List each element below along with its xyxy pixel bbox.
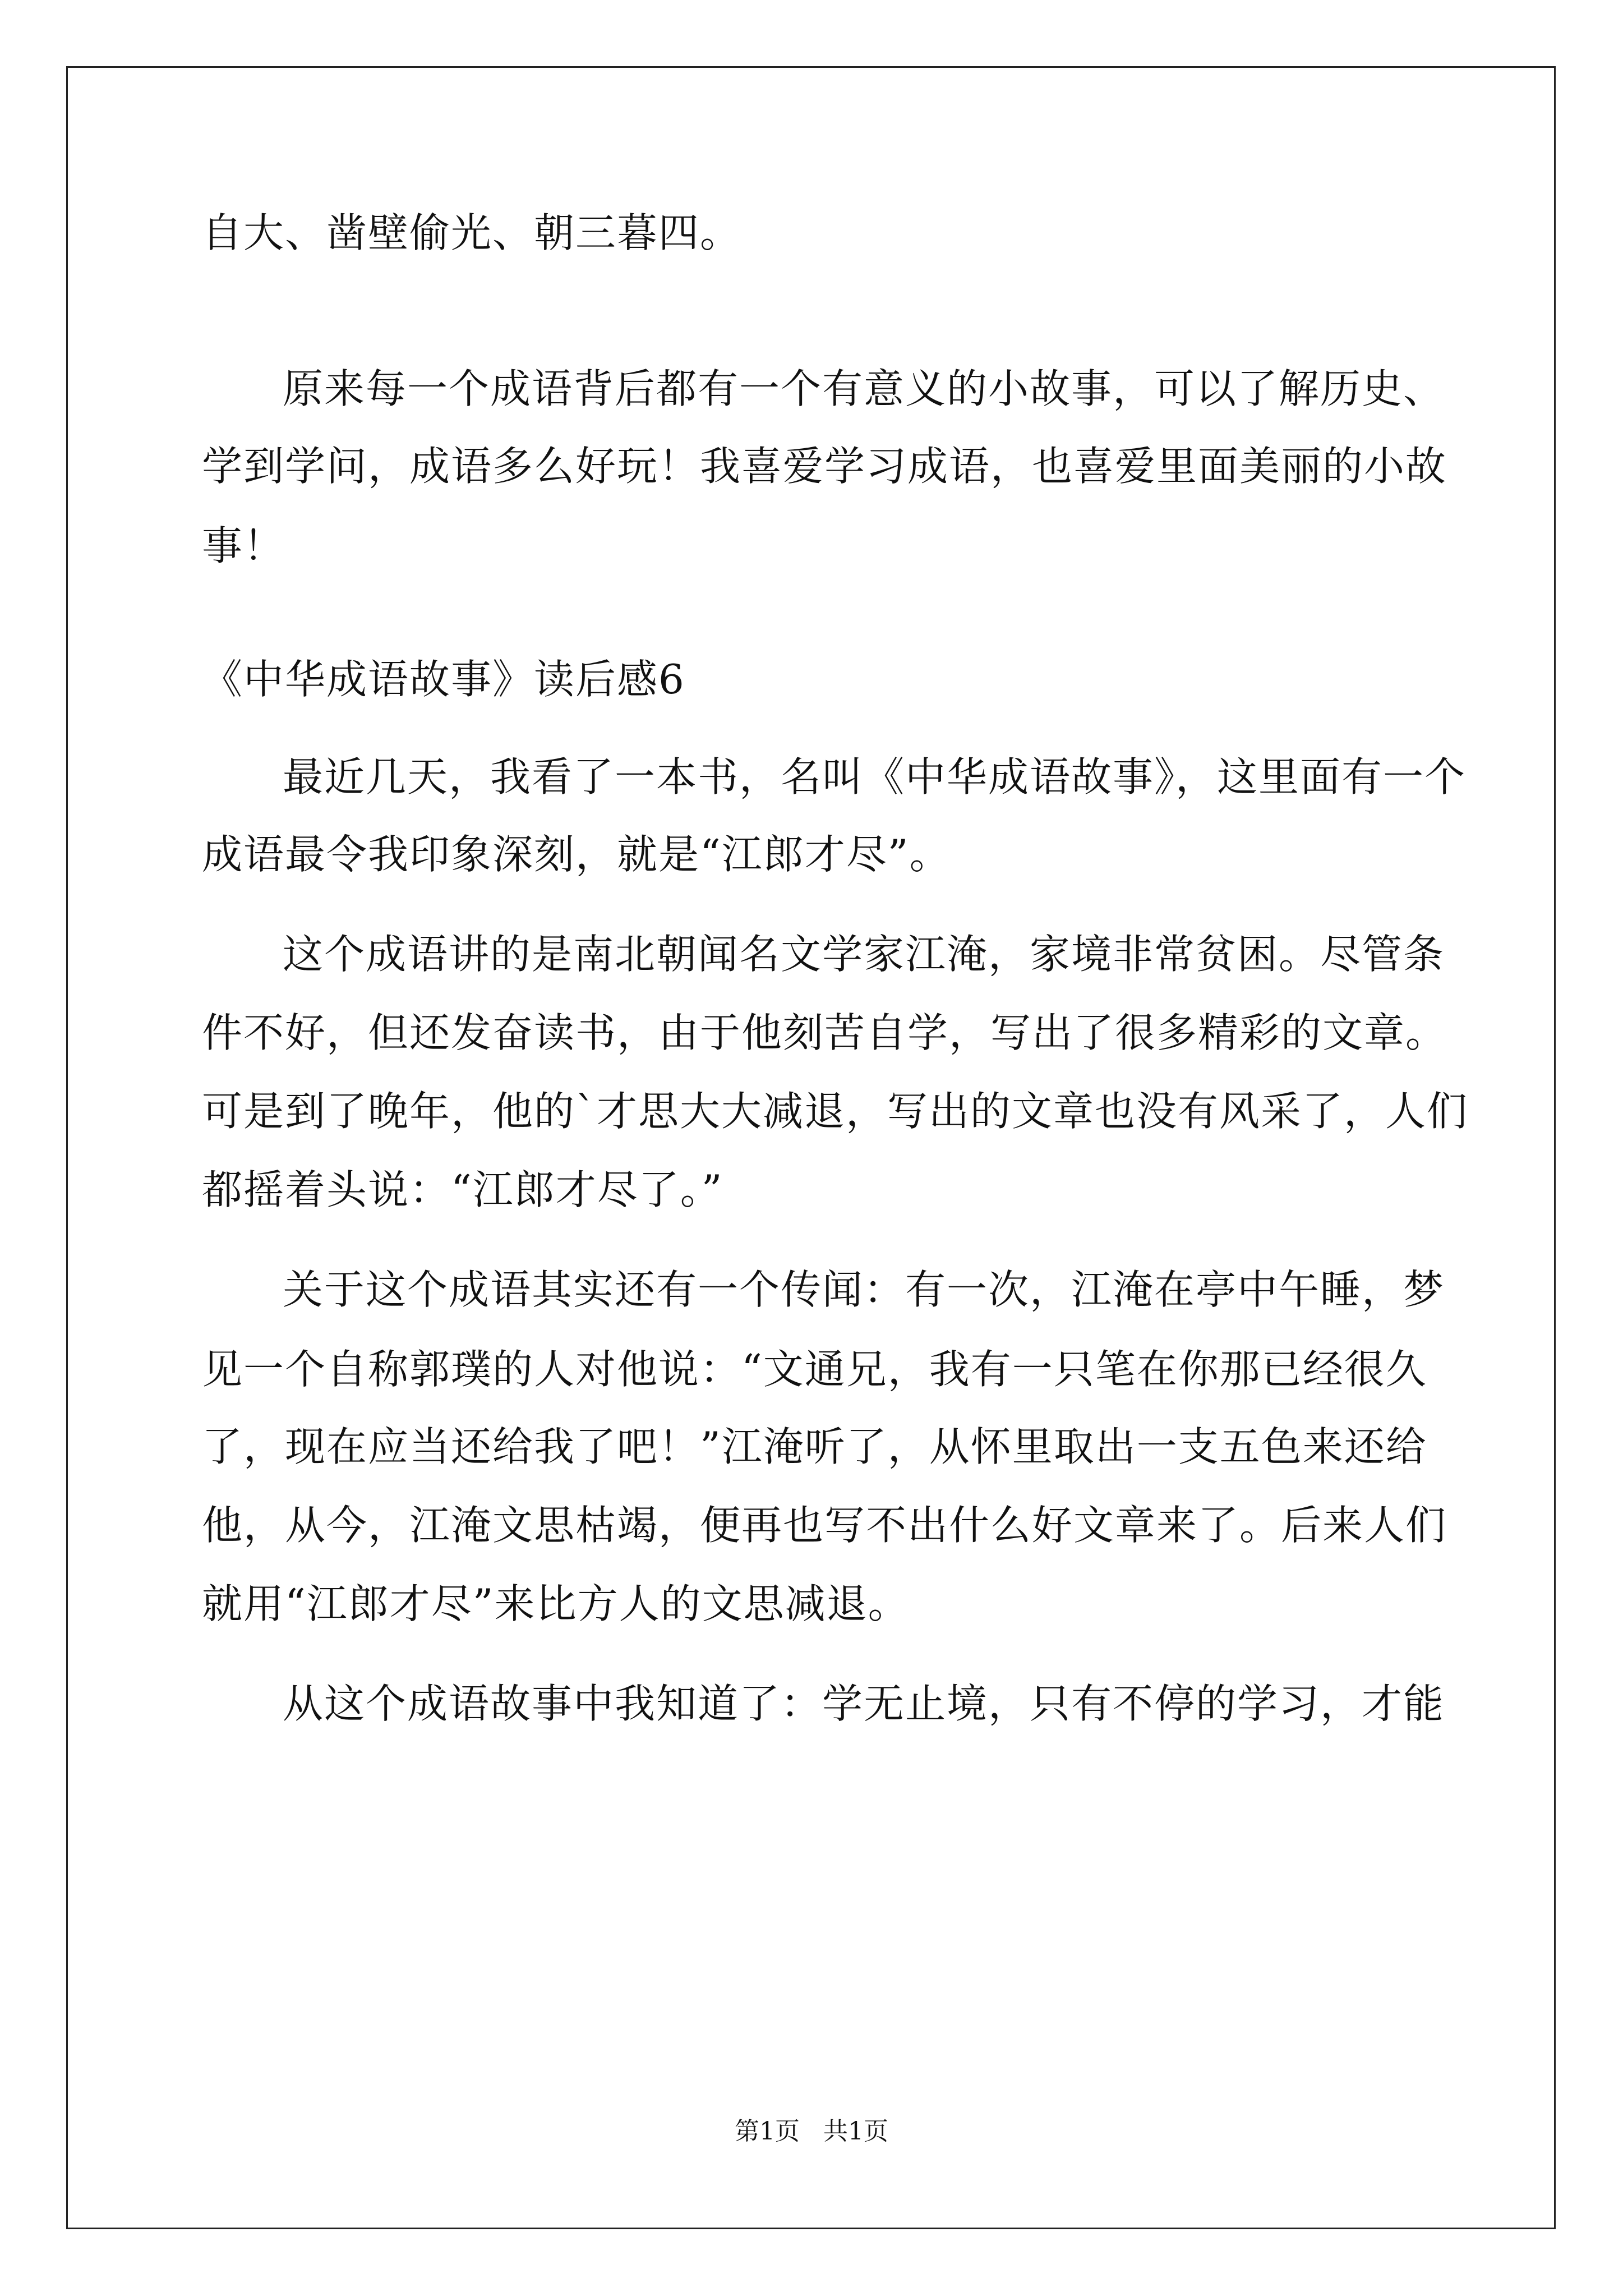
text-line: 从这个成语故事中我知道了：学无止境，只有不停的学习，才能 — [283, 1680, 1445, 1727]
section-heading: 《中华成语故事》读后感6 — [202, 656, 685, 703]
text-line: 件不好，但还发奋读书，由于他刻苦自学，写出了很多精彩的文章。 — [202, 1009, 1447, 1056]
text-line: 见一个自称郭璞的人对他说：“文通兄，我有一只笔在你那已经很久 — [202, 1346, 1427, 1393]
page-footer: 第1页 共1页 — [735, 2117, 888, 2146]
text-line: 这个成语讲的是南北朝闻名文学家江淹，家境非常贫困。尽管条 — [283, 931, 1445, 978]
text-line: 事！ — [202, 522, 285, 569]
text-line: 了，现在应当还给我了吧！”江淹听了，从怀里取出一支五色来还给 — [202, 1423, 1427, 1470]
text-line: 可是到了晚年，他的`才思大大减退，写出的文章也没有风采了，人们 — [202, 1088, 1469, 1135]
text-line: 原来每一个成语背后都有一个有意义的小故事，可以了解历史、 — [283, 365, 1445, 412]
text-line: 自大、凿壁偷光、朝三暮四。 — [202, 209, 742, 256]
text-line: 最近几天，我看了一本书，名叫《中华成语故事》，这里面有一个 — [283, 753, 1467, 800]
text-line: 他，从今，江淹文思枯竭，便再也写不出什么好文章来了。后来人们 — [202, 1502, 1447, 1549]
text-line: 都摇着头说：“江郎才尽了。” — [202, 1166, 723, 1213]
text-line: 就用“江郎才尽”来比方人的文思减退。 — [202, 1580, 910, 1627]
text-line: 学到学问，成语多么好玩！我喜爱学习成语，也喜爱里面美丽的小故 — [202, 443, 1447, 490]
text-line: 成语最令我印象深刻，就是“江郎才尽”。 — [202, 831, 951, 878]
text-line: 关于这个成语其实还有一个传闻：有一次，江淹在亭中午睡，梦 — [283, 1266, 1445, 1313]
